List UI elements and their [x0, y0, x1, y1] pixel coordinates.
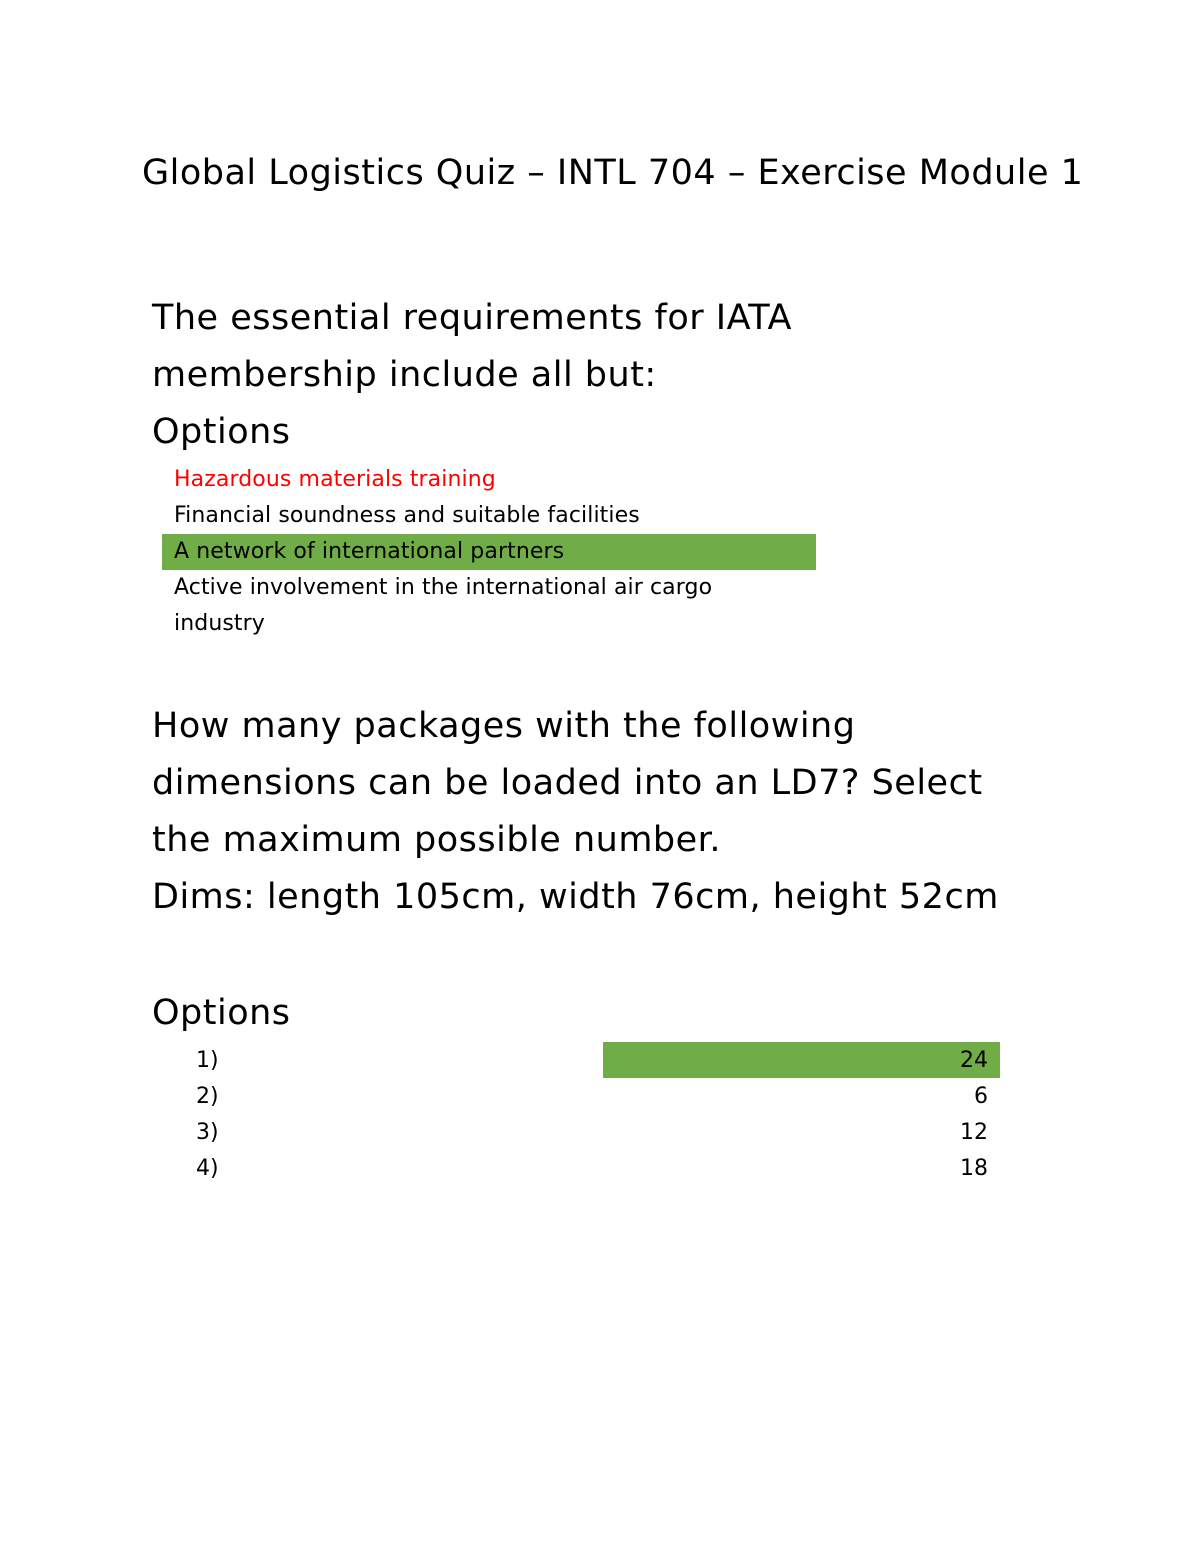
option-number-label: 2) [196, 1083, 219, 1109]
question-2-prompt: How many packages with the following dimensions can be loaded into an LD7? Select the maximum possible number. [152, 706, 983, 860]
option-financial-soundness: Financial soundness and suitable facilities [174, 503, 640, 528]
option-number-label: 3) [196, 1119, 219, 1145]
table-row [162, 1150, 1000, 1186]
table-row [162, 1042, 1000, 1078]
question-1-options-list [162, 462, 816, 642]
option-value: 12 [960, 1119, 988, 1145]
option-number-label: 4) [196, 1155, 219, 1181]
question-2-dims: Dims: length 105cm, width 76cm, height 52cm [152, 877, 999, 917]
question-1-options-label: Options [152, 412, 291, 452]
page-title: Global Logistics Quiz – INTL 704 – Exercise Module 1 [142, 153, 1084, 193]
option-hazardous-materials: Hazardous materials training [174, 467, 496, 492]
table-row [162, 1078, 1000, 1114]
question-1-text: The essential requirements for IATA membership include all but: [152, 298, 792, 395]
option-active-involvement: Active involvement in the international air cargo industry [174, 575, 713, 636]
option-network-partners: A network of international partners [162, 534, 816, 570]
question-2-options-label: Options [152, 993, 291, 1033]
option-value-highlighted: 24 [603, 1042, 1000, 1078]
question-2-text [152, 698, 1032, 926]
option-number-label: 1) [196, 1047, 219, 1073]
question-2-options-table [162, 1042, 1000, 1186]
option-value: 18 [960, 1155, 988, 1181]
table-row [162, 1114, 1000, 1150]
option-value: 6 [974, 1083, 988, 1109]
